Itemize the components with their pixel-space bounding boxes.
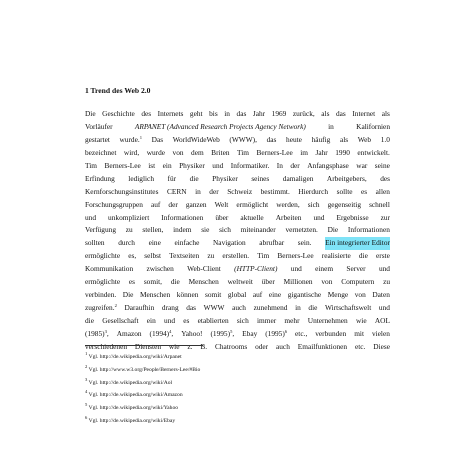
word: Tim <box>257 251 270 261</box>
word: Amazon <box>116 328 142 338</box>
word: verbunden <box>315 328 347 338</box>
word: es <box>128 277 136 287</box>
footnote: $^5$ Vgl. http://de.wikipedia.org/wiki/Yahoo <box>85 402 179 411</box>
word: über <box>215 212 229 222</box>
word: zunehmend <box>253 303 288 313</box>
word: ermöglichte <box>85 251 121 261</box>
word: ARPANET (Advanced Research Projects Agency Network) <box>134 121 306 131</box>
word: etablierten <box>197 316 229 325</box>
word: Unternehmen <box>307 316 348 325</box>
word: Kalifornien <box>356 121 390 131</box>
word: und <box>164 316 176 325</box>
word: Kommunikation <box>85 264 134 274</box>
word: vielen <box>371 328 390 338</box>
word: mit <box>354 328 364 338</box>
word: Arbeitgebers, <box>326 173 367 183</box>
word: als <box>381 109 390 118</box>
word: und <box>378 264 390 274</box>
word: erstellen. <box>222 251 250 261</box>
word: damaligen <box>282 173 314 183</box>
word: Briten <box>211 147 230 157</box>
text-line <box>85 302 390 315</box>
word: oder <box>255 341 269 351</box>
word: ermöglicht <box>236 199 269 209</box>
word: ein <box>146 316 156 325</box>
text-line <box>85 134 390 147</box>
text-line <box>85 237 390 250</box>
word: weltweit <box>227 277 253 287</box>
word: 1969 <box>271 109 287 118</box>
word: Wirtschaftswelt <box>325 303 372 313</box>
word: bestimmt. <box>260 186 290 196</box>
word: dem <box>191 147 204 157</box>
word: Anfangsphase <box>307 160 349 170</box>
footnote-separator <box>85 345 203 346</box>
word: das <box>335 109 346 118</box>
word: Menschen <box>188 277 219 287</box>
word: zur <box>380 212 390 222</box>
word: Millionen <box>283 277 313 287</box>
word: bis <box>209 109 218 118</box>
word: Ebay <box>242 328 258 338</box>
word: Textseiten <box>169 251 200 261</box>
word: heute <box>286 134 302 144</box>
text-line <box>85 263 390 276</box>
word: eine <box>148 238 161 248</box>
word: Erfindung <box>85 173 115 183</box>
word: gegenseitig <box>327 199 362 209</box>
word: seine <box>374 160 390 170</box>
word: sich <box>307 199 320 209</box>
section-heading: 1 Trend des Web 2.0 <box>85 86 151 95</box>
word: die <box>308 303 318 313</box>
word: der <box>209 186 219 196</box>
text-line <box>85 108 390 121</box>
text-line <box>85 276 390 289</box>
text-line <box>85 121 390 134</box>
word: wie <box>355 316 367 325</box>
word: 1990 <box>335 147 350 157</box>
word: der <box>290 160 300 170</box>
word: In <box>276 160 283 170</box>
word: Hierdurch <box>298 186 329 196</box>
word: ein <box>162 160 172 170</box>
word: häufig <box>311 134 331 144</box>
word: die <box>170 277 180 287</box>
word: und <box>85 212 97 222</box>
footnote: $^3$ Vgl. http://de.wikipedia.org/wiki/Aol <box>85 376 173 386</box>
word: allen <box>375 186 390 196</box>
word: und <box>212 160 224 170</box>
word: zwischen <box>146 264 174 274</box>
word: (WWW), <box>229 134 257 144</box>
word: sollte <box>336 186 353 196</box>
word: Internets <box>157 109 184 118</box>
word: auf <box>252 290 263 300</box>
word: etc. <box>354 341 366 351</box>
word: eine <box>268 290 282 300</box>
text-line <box>85 328 390 341</box>
word: $(1995)^6$ <box>265 328 288 338</box>
word: auch <box>232 303 246 313</box>
word: selbst <box>144 251 162 261</box>
word: Daraufhin <box>124 303 155 313</box>
word: sollten <box>85 238 105 248</box>
word: entwickelt. <box>357 147 390 157</box>
word: können <box>176 290 199 300</box>
word: in <box>224 109 230 118</box>
word: das <box>236 109 247 118</box>
word: somit, <box>143 277 162 287</box>
word: Tim <box>85 160 97 170</box>
word: Daten <box>372 290 390 300</box>
text-line <box>85 147 390 160</box>
word: das <box>186 303 197 313</box>
text-line <box>85 289 390 302</box>
word: Physiker <box>212 173 238 183</box>
word: und <box>313 212 325 222</box>
word: Web-Client <box>187 264 221 274</box>
word: gigantische <box>287 290 322 300</box>
text-line <box>85 212 390 225</box>
word: 1.0 <box>380 134 390 144</box>
word: CERN <box>166 186 187 196</box>
word: zu <box>383 277 390 287</box>
word: zu <box>125 225 133 235</box>
text-line <box>85 315 390 328</box>
word: wie <box>168 341 180 351</box>
text-line <box>85 199 390 212</box>
word: verschiedenen <box>85 341 128 351</box>
word: durch <box>118 238 135 248</box>
word: verbinden. <box>85 290 117 300</box>
word: der <box>168 199 178 209</box>
word: einem <box>315 264 334 274</box>
word: von <box>172 147 184 157</box>
footnote: $^4$ Vgl. http://de.wikipedia.org/wiki/Amazon <box>85 389 183 399</box>
word: im <box>300 147 309 157</box>
word: Chatrooms <box>214 341 248 351</box>
word: Schweiz <box>227 186 253 196</box>
word: die <box>85 316 94 325</box>
word: Menge <box>327 290 349 300</box>
word: es <box>361 186 368 196</box>
footnote-list <box>85 351 200 428</box>
word: Web <box>357 134 372 144</box>
word: Navigation <box>213 238 246 248</box>
word: auch <box>276 341 290 351</box>
word: zu <box>207 251 215 261</box>
word: in <box>195 186 201 196</box>
word: in <box>295 303 301 313</box>
word: Berners-Lee <box>256 147 293 157</box>
word: z. <box>187 341 193 351</box>
word: wird, <box>123 147 140 157</box>
word: Forschungsgruppen <box>85 199 143 209</box>
text-line <box>85 250 390 263</box>
word: Die <box>85 109 96 118</box>
word: zurück, <box>292 109 315 118</box>
word: gestartet <box>85 134 110 144</box>
word: Die <box>327 225 339 235</box>
word: bezeichnet <box>85 147 117 157</box>
footnote: $^1$ Vgl. http://de.wikipedia.org/wiki/Arpanet <box>85 351 182 360</box>
word: WorldWideWeb <box>172 134 220 144</box>
word: Menschen <box>140 290 171 300</box>
footnote: $^6$ Vgl. http://de.wikipedia.org/wiki/Ebay <box>85 414 176 424</box>
word: realisierte <box>321 251 351 261</box>
word: wurde.$^1$ <box>119 134 143 144</box>
word: $(1985)^3$, <box>85 328 109 338</box>
text-line <box>85 173 390 186</box>
word: etc., <box>295 328 308 338</box>
word: lediglich <box>128 173 154 183</box>
word: Jahr <box>315 147 328 157</box>
word: als <box>321 109 330 118</box>
word: Informationen <box>161 212 204 222</box>
word: das <box>266 134 277 144</box>
word: Kernforschungsinstitutes <box>85 186 159 196</box>
body-paragraph <box>85 108 390 354</box>
word: von <box>321 277 333 287</box>
word: sich <box>236 316 249 325</box>
word: geht <box>189 109 203 118</box>
word: Die <box>122 290 134 300</box>
word: von <box>354 290 366 300</box>
word: Diese <box>373 341 390 351</box>
word: Informationen <box>347 225 390 235</box>
word: als <box>339 134 349 144</box>
footnote: $^2$ Vgl. http://www.w3.org/People/Berners-Lee/#Bio <box>85 363 201 373</box>
word: erste <box>375 251 390 261</box>
word: Jahr <box>252 109 266 118</box>
word: schnell <box>369 199 390 209</box>
text-line <box>85 224 390 237</box>
word: es, <box>128 251 137 261</box>
word: und <box>290 264 302 274</box>
word: Diensten <box>134 341 161 351</box>
word: Geschichte <box>102 109 135 118</box>
text-line <box>85 186 390 199</box>
word: $(1995)^5$, <box>210 328 235 338</box>
word: drang <box>161 303 179 313</box>
word: $(1994)^4$, <box>149 328 174 338</box>
word: es <box>183 316 190 325</box>
word: vernetzten. <box>285 225 318 235</box>
word: und <box>378 303 390 313</box>
word: sich <box>219 225 231 235</box>
word: Internet <box>352 109 376 118</box>
word: des <box>380 173 390 183</box>
word: für <box>167 173 177 183</box>
word: Informatiker. <box>230 160 270 170</box>
word: Berners-Lee <box>277 251 314 261</box>
word: indem <box>173 225 192 235</box>
word: miteinander <box>240 225 276 235</box>
word: Welt <box>214 199 229 209</box>
word: ganzen <box>185 199 207 209</box>
word: seines <box>251 173 270 183</box>
word: ist <box>148 160 156 170</box>
word: mehr <box>284 316 300 325</box>
word: (HTTP-Client) <box>234 264 278 274</box>
word: unkompliziert <box>108 212 150 222</box>
word: somit <box>205 290 222 300</box>
word: abrufbar <box>259 238 285 248</box>
word: Physiker <box>179 160 205 170</box>
word: immer <box>257 316 277 325</box>
word: Yahoo! <box>181 328 203 338</box>
word: Das <box>151 134 164 144</box>
word: sein. <box>297 238 312 248</box>
word: ermöglichte <box>85 277 121 287</box>
word: Server <box>346 264 366 274</box>
word: einfache <box>174 238 200 248</box>
word: war <box>356 160 368 170</box>
word: in <box>328 121 334 131</box>
word: über <box>261 277 275 287</box>
highlighted-text: Ein integrierter Editor <box>325 237 390 250</box>
word: sie <box>201 225 210 235</box>
word: Computern <box>341 277 375 287</box>
word: die <box>358 251 368 261</box>
word: wurde <box>146 147 166 157</box>
word: Gesellschaft <box>102 316 139 325</box>
word: stellen, <box>142 225 164 235</box>
word: Verfügung <box>85 225 116 235</box>
word: B. <box>200 341 208 351</box>
text-line <box>85 160 390 173</box>
word: auf <box>150 199 161 209</box>
word: Emailfunktionen <box>297 341 348 351</box>
word: die <box>189 173 199 183</box>
word: Arbeiten <box>275 212 302 222</box>
word: Vorläufer <box>85 121 113 131</box>
word: WWW <box>203 303 225 313</box>
word: Berners-Lee <box>104 160 141 170</box>
word: werden, <box>276 199 300 209</box>
word: zugreifen.$^2$ <box>85 303 117 313</box>
word: aktuelle <box>240 212 264 222</box>
word: des <box>141 109 152 118</box>
word: Ergebnisse <box>336 212 369 222</box>
word: Tim <box>237 147 249 157</box>
word: AOL <box>374 316 390 325</box>
word: global <box>227 290 247 300</box>
